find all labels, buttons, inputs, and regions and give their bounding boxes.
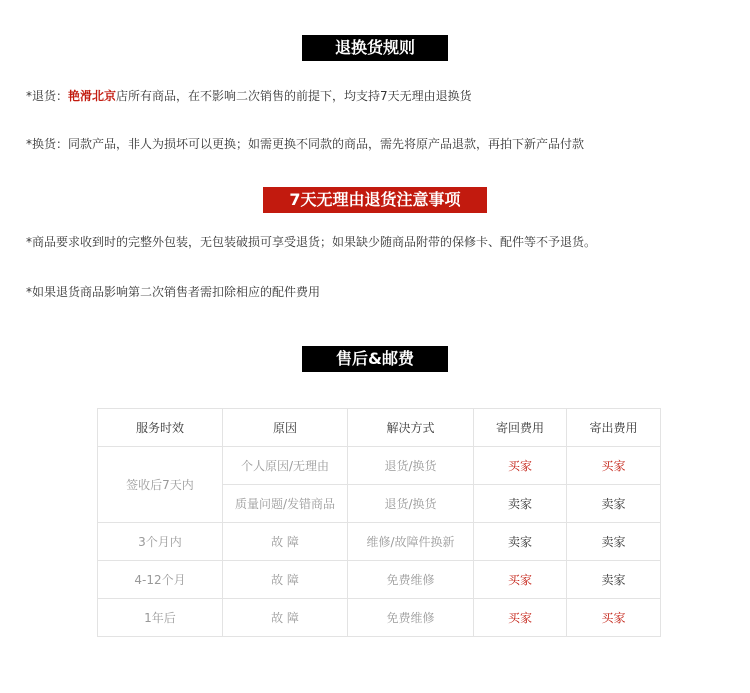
exchange-policy-line: *换货：同款产品，非人为损坏可以更换；如需更换不同款的商品，需先将原产品退款，再拍下新产品付款 xyxy=(26,137,585,151)
table-row xyxy=(98,599,661,637)
solution-cell: 退货/换货 xyxy=(348,485,474,523)
aftersale-table xyxy=(97,408,661,637)
return-fee-cell: 买家 xyxy=(474,599,567,637)
header-return-fee: 寄回费用 xyxy=(474,409,567,447)
reason-cell: 故 障 xyxy=(223,523,348,561)
return-prefix: *退货： xyxy=(26,89,69,103)
period-cell: 签收后7天内 xyxy=(98,447,223,523)
reason-cell: 故 障 xyxy=(223,599,348,637)
return-policy-text: 店所有商品，在不影响二次销售的前提下，均支持7天无理由退换货 xyxy=(116,89,472,103)
return-fee-cell: 卖家 xyxy=(474,485,567,523)
header-send-fee: 寄出费用 xyxy=(567,409,661,447)
reason-cell: 个人原因/无理由 xyxy=(223,447,348,485)
table-header-row xyxy=(98,409,661,447)
brand-name: 艳滑北京 xyxy=(68,89,117,103)
return-fee-cell: 买家 xyxy=(474,561,567,599)
send-fee-cell: 买家 xyxy=(567,447,661,485)
aftersale-title-banner: 售后&邮费 xyxy=(302,346,448,372)
return-fee-cell: 卖家 xyxy=(474,523,567,561)
notice-item: *商品要求收到时的完整外包装，无包装破损可享受退货；如果缺少随商品附带的保修卡、配件等不予退货。 xyxy=(26,235,597,249)
send-fee-cell: 卖家 xyxy=(567,561,661,599)
return-policy-line xyxy=(26,87,472,105)
table-row xyxy=(98,447,661,485)
period-cell: 4-12个月 xyxy=(98,561,223,599)
policy-title-banner: 退换货规则 xyxy=(302,35,448,61)
send-fee-cell: 买家 xyxy=(567,599,661,637)
period-cell: 3个月内 xyxy=(98,523,223,561)
notice-title-banner: 7天无理由退货注意事项 xyxy=(263,187,487,213)
reason-cell: 质量问题/发错商品 xyxy=(223,485,348,523)
solution-cell: 退货/换货 xyxy=(348,447,474,485)
send-fee-cell: 卖家 xyxy=(567,523,661,561)
table-row xyxy=(98,561,661,599)
solution-cell: 维修/故障件换新 xyxy=(348,523,474,561)
notice-item: *如果退货商品影响第二次销售者需扣除相应的配件费用 xyxy=(26,285,321,299)
solution-cell: 免费维修 xyxy=(348,599,474,637)
solution-cell: 免费维修 xyxy=(348,561,474,599)
table-row xyxy=(98,523,661,561)
send-fee-cell: 卖家 xyxy=(567,485,661,523)
reason-cell: 故 障 xyxy=(223,561,348,599)
period-cell: 1年后 xyxy=(98,599,223,637)
header-reason: 原因 xyxy=(223,409,348,447)
header-solution: 解决方式 xyxy=(348,409,474,447)
header-period: 服务时效 xyxy=(98,409,223,447)
return-fee-cell: 买家 xyxy=(474,447,567,485)
